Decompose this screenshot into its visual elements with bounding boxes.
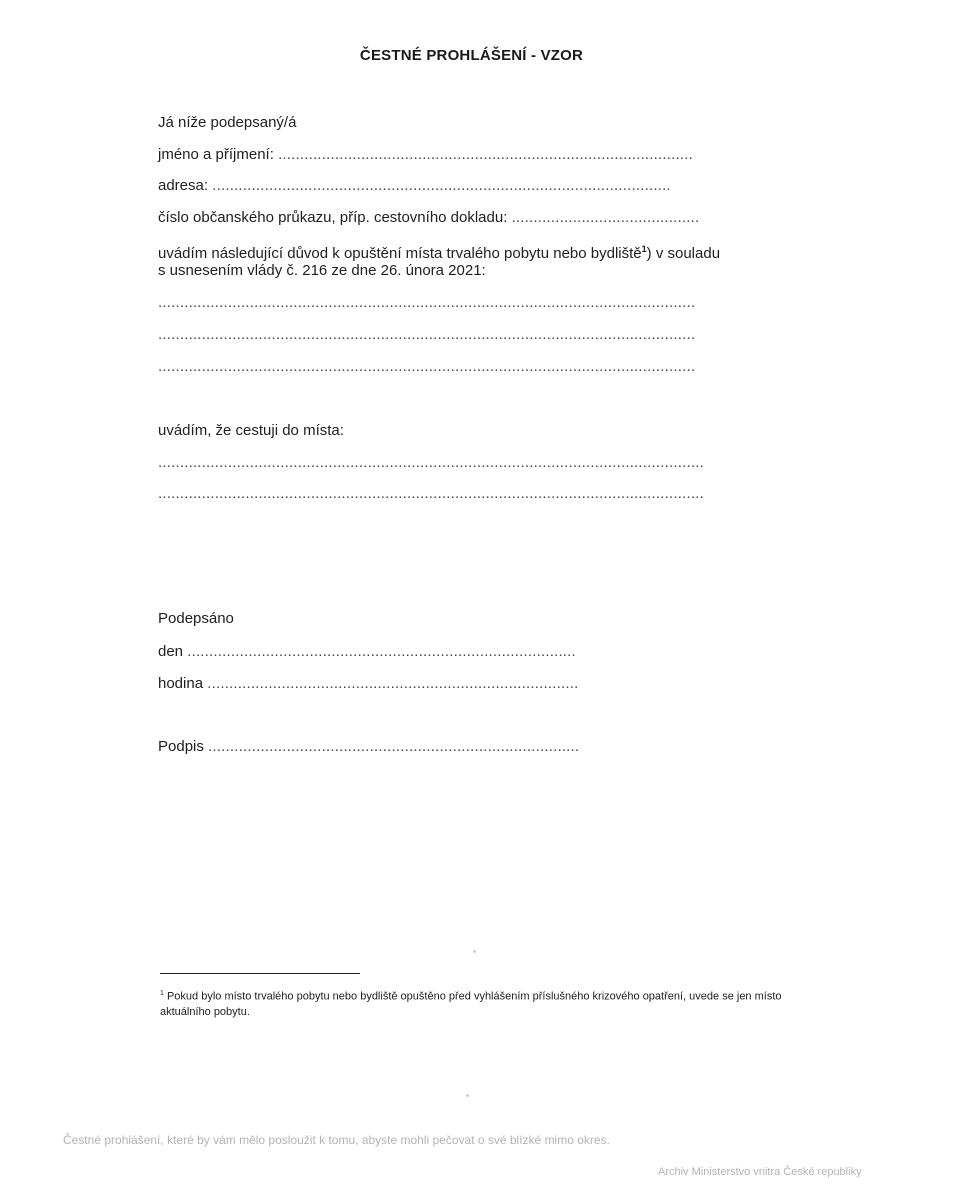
destination-blank-1: ............................................................................................................................. bbox=[158, 454, 704, 471]
signature-label: Podpis bbox=[158, 738, 204, 755]
reason-line1-end: ) v souladu bbox=[646, 245, 721, 262]
reason-footnote-ref: 1 bbox=[641, 244, 647, 254]
reason-blank-1: ........................................................................................................................... bbox=[158, 294, 696, 311]
address-label: adresa: bbox=[158, 177, 209, 194]
image-caption: Čestné prohlášení, které by vám mělo posloužit k tomu, abyste mohli pečovat o své blízké mimo okres. bbox=[63, 1133, 610, 1147]
name-field-row bbox=[158, 146, 693, 164]
address-field-row bbox=[158, 177, 671, 195]
hour-blank: ..................................................................................... bbox=[207, 675, 579, 692]
footnote-divider bbox=[160, 973, 360, 974]
address-blank: ......................................................................................................... bbox=[212, 177, 671, 194]
reason-blank-3: ........................................................................................................................... bbox=[158, 358, 696, 375]
name-blank: ............................................................................................... bbox=[278, 146, 693, 163]
reason-blank-2: ........................................................................................................................... bbox=[158, 326, 696, 343]
reason-line2: s usnesením vlády č. 216 ze dne 26. února 2021: bbox=[158, 262, 486, 279]
destination-label: uvádím, že cestuji do místa: bbox=[158, 422, 344, 439]
document-title: ČESTNÉ PROHLÁŠENÍ - VZOR bbox=[359, 47, 584, 64]
name-label: jméno a příjmení: bbox=[158, 146, 274, 163]
hour-label: hodina bbox=[158, 675, 204, 692]
scan-speck bbox=[466, 1094, 469, 1097]
image-credit: Archiv Ministerstvo vnitra České republiky bbox=[658, 1166, 862, 1178]
day-blank: ......................................................................................... bbox=[187, 643, 576, 660]
signed-label: Podepsáno bbox=[158, 610, 234, 627]
scan-speck bbox=[473, 950, 476, 953]
day-label: den bbox=[158, 643, 184, 660]
id-field-row bbox=[158, 209, 699, 227]
intro-text: Já níže podepsaný/á bbox=[158, 114, 297, 131]
signature-field-row bbox=[158, 738, 579, 756]
footnote-number: 1 bbox=[160, 990, 164, 997]
reason-text-line1 bbox=[158, 240, 720, 263]
id-blank: ........................................... bbox=[511, 209, 700, 226]
signature-blank: ..................................................................................... bbox=[208, 738, 580, 755]
footnote bbox=[160, 986, 800, 1020]
id-label: číslo občanského průkazu, příp. cestovního dokladu: bbox=[158, 209, 508, 226]
hour-field-row bbox=[158, 675, 578, 693]
reason-line1: uvádím následující důvod k opuštění místa trvalého pobytu nebo bydliště bbox=[158, 245, 642, 262]
destination-blank-2: ............................................................................................................................. bbox=[158, 485, 704, 502]
day-field-row bbox=[158, 643, 576, 661]
footnote-text: Pokud bylo místo trvalého pobytu nebo bydliště opuštěno před vyhlášením příslušného krizového opatření, uvede se jen místo aktuálního pobytu. bbox=[160, 990, 782, 1018]
